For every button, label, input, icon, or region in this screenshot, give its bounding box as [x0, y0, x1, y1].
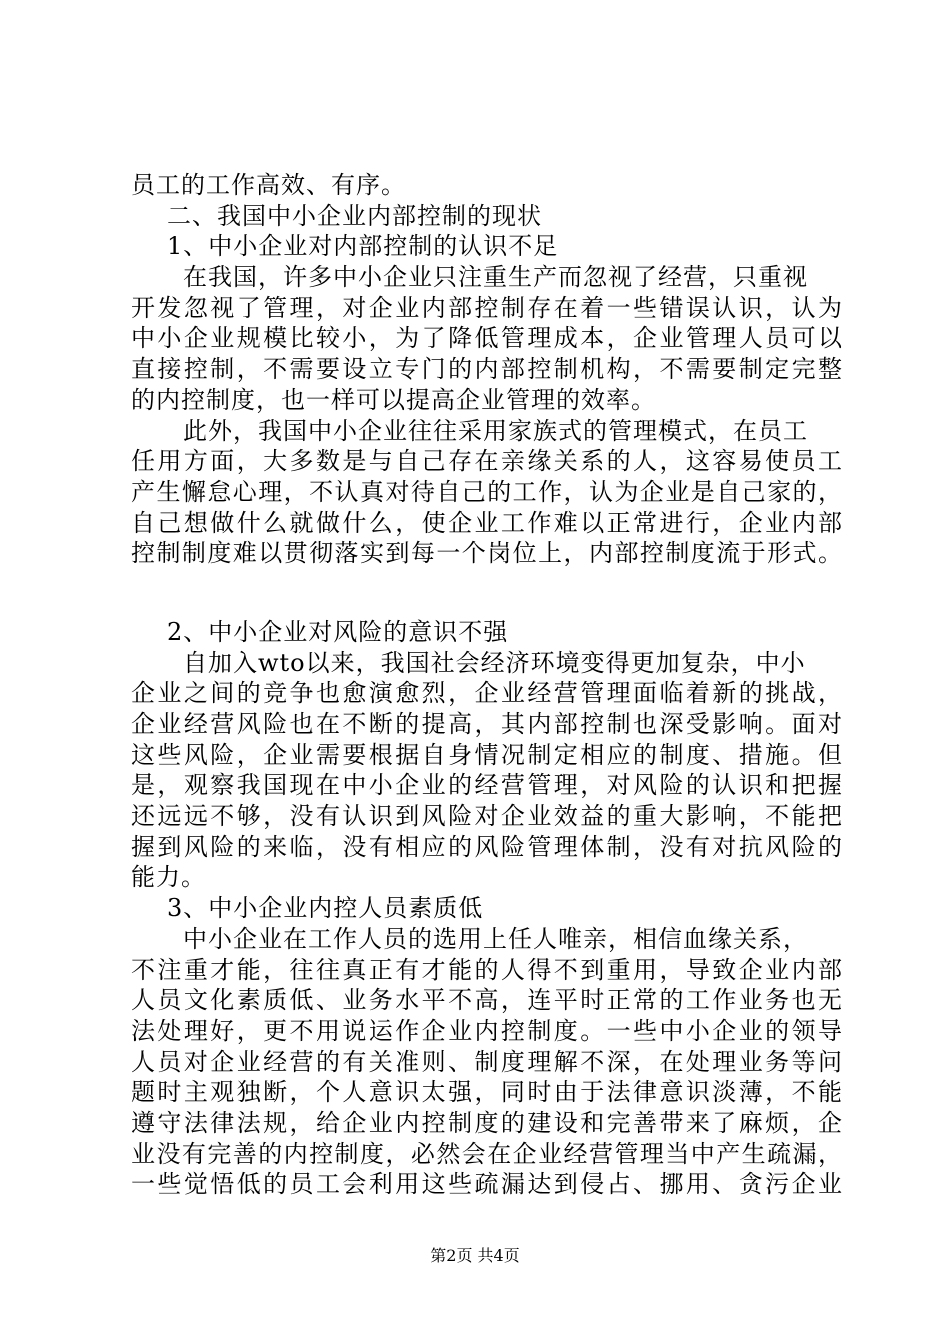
text-line: 人员文化素质低、业务水平不高，连平时正常的工作业务也无 [131, 986, 843, 1015]
text-line: 产生懈怠心理，不认真对待自己的工作，认为企业是自己家的， [131, 477, 843, 506]
paragraph-gap [131, 569, 843, 617]
text-line: 企业经营风险也在不断的提高，其内部控制也深受影响。面对 [131, 710, 843, 738]
text-line: 法处理好，更不用说运作企业内控制度。一些中小企业的领导 [131, 1016, 843, 1045]
text-line: 控制制度难以贯彻落实到每一个岗位上，内部控制度流于形式。 [131, 539, 843, 568]
text-line: 中小企业在工作人员的选用上任人唯亲，相信血缘关系， [183, 924, 808, 953]
text-line: 不注重才能，往往真正有才能的人得不到重用，导致企业内部 [131, 955, 843, 984]
text-line: 题时主观独断，个人意识太强，同时由于法律意识淡薄，不能 [131, 1078, 843, 1107]
text-line: 还远远不够，没有认识到风险对企业效益的重大影响，不能把 [131, 802, 843, 831]
text-line: 握到风险的来临，没有相应的风险管理体制，没有对抗风险的 [131, 832, 843, 861]
text-line: 的内控制度，也一样可以提高企业管理的效率。 [131, 385, 656, 414]
section-heading: 二、我国中小企业内部控制的现状 [167, 201, 542, 230]
text-line: 在我国，许多中小企业只注重生产而忽视了经营，只重视 [183, 263, 808, 292]
page-footer: 第2页 共4页 [430, 1246, 520, 1265]
text-line: 一些觉悟低的员工会利用这些疏漏达到侵占、挪用、贪污企业 [131, 1170, 843, 1199]
text-line: 自己想做什么就做什么，使企业工作难以正常进行，企业内部 [131, 508, 843, 537]
text-line: 开发忽视了管理，对企业内部控制存在着一些错误认识，认为 [131, 293, 843, 322]
text-line: 遵守法律法规，给企业内控制度的建设和完善带来了麻烦，企 [131, 1108, 843, 1137]
section-heading: 2、中小企业对风险的意识不强 [167, 617, 509, 646]
text-line: 人员对企业经营的有关准则、制度理解不深，在处理业务等问 [131, 1047, 843, 1076]
text-line: 自加入wto以来，我国社会经济环境变得更加复杂，中小 [183, 648, 806, 677]
text-line: 员工的工作高效、有序。 [131, 171, 406, 199]
text-line: 此外，我国中小企业往往采用家族式的管理模式，在员工 [183, 416, 808, 445]
text-line: 企业之间的竞争也愈演愈烈，企业经营管理面临着新的挑战， [131, 679, 843, 708]
text-line: 是，观察我国现在中小企业的经营管理，对风险的认识和把握 [131, 771, 843, 800]
text-line: 能力。 [131, 863, 206, 892]
text-line: 这些风险，企业需要根据自身情况制定相应的制度、措施。但 [131, 740, 843, 769]
text-line: 直接控制，不需要设立专门的内部控制机构，不需要制定完整 [131, 355, 843, 384]
text-line: 任用方面，大多数是与自己存在亲缘关系的人，这容易使员工 [131, 447, 843, 476]
section-heading: 3、中小企业内控人员素质低 [167, 894, 484, 923]
text-line: 中小企业规模比较小，为了降低管理成本，企业管理人员可以 [131, 324, 843, 353]
section-heading: 1、中小企业对内部控制的认识不足 [167, 232, 559, 261]
document-body [131, 170, 843, 1200]
text-line: 业没有完善的内控制度，必然会在企业经营管理当中产生疏漏， [131, 1139, 843, 1168]
